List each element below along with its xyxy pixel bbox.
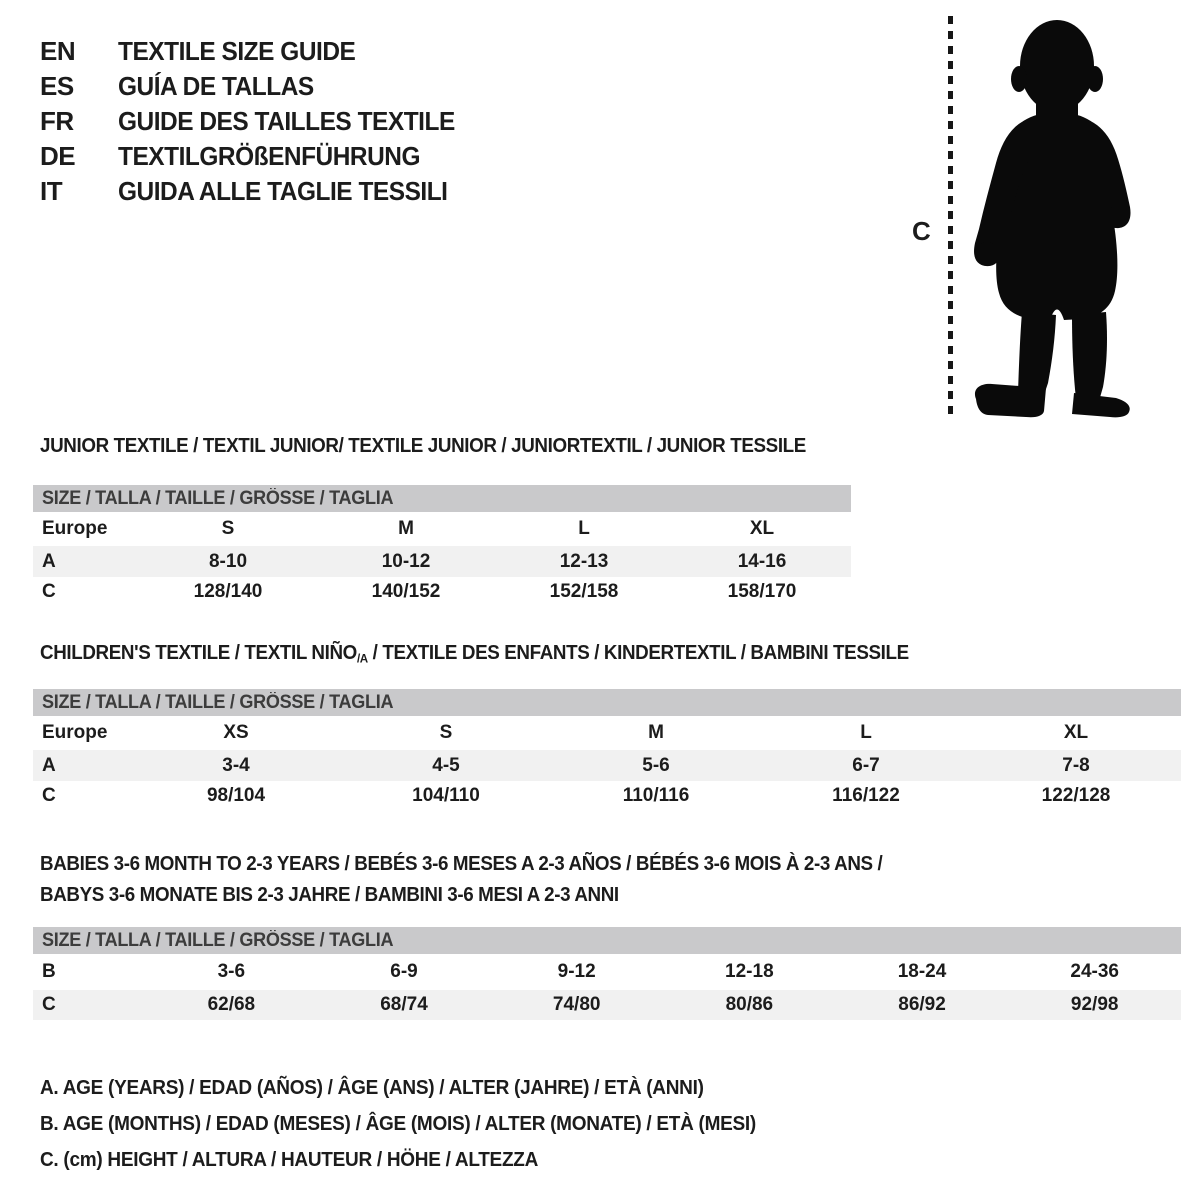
row-label: B [42, 961, 56, 982]
size-table-header-text: SIZE / TALLA / TAILLE / GRÖSSE / TAGLIA [42, 488, 394, 509]
language-code: FR [40, 106, 74, 136]
junior-section-heading: JUNIOR TEXTILE / TEXTIL JUNIOR/ TEXTILE JUNIOR / JUNIORTEXTIL / JUNIOR TESSILE [40, 435, 806, 457]
row-label: Europe [42, 518, 108, 539]
language-title: GUÍA DE TALLAS [118, 71, 314, 101]
row-label: C [42, 581, 56, 602]
babies-heading-line1: BABIES 3-6 MONTH TO 2-3 YEARS / BEBÉS 3-6 MESES A 2-3 AÑOS / BÉBÉS 3-6 MOIS À 2-3 ANS / [40, 853, 883, 875]
babies-size-table [33, 927, 1181, 1020]
age-cell: 3-4 [222, 755, 250, 776]
table-row-age-years [33, 546, 851, 577]
age-cell: 18-24 [897, 961, 947, 982]
language-title: TEXTILGRÖßENFÜHRUNG [118, 141, 420, 171]
size-table-header-text: SIZE / TALLA / TAILLE / GRÖSSE / TAGLIA [42, 692, 394, 713]
language-row-de [40, 139, 476, 174]
size-cell: L [578, 518, 590, 539]
children-size-table [33, 689, 1181, 811]
height-cell: 152/158 [549, 581, 619, 602]
toddler-silhouette-image [966, 17, 1138, 419]
height-cell: 104/110 [412, 785, 480, 806]
size-table-header-bar [33, 485, 851, 512]
language-code: IT [40, 176, 63, 206]
babies-heading-line2: BABYS 3-6 MONATE BIS 2-3 JAHRE / BAMBINI 3-6 MESI A 2-3 ANNI [40, 884, 619, 906]
row-label: Europe [42, 722, 108, 743]
size-cell: M [398, 518, 414, 539]
size-cell: XL [1063, 722, 1089, 743]
row-label: C [42, 785, 56, 806]
children-section-heading [40, 641, 909, 670]
children-heading-subscript: /A [356, 651, 368, 666]
age-cell: 3-6 [217, 961, 246, 982]
height-cell: 74/80 [552, 994, 601, 1015]
table-row-height-cm [33, 577, 851, 607]
measurement-legend [40, 1070, 794, 1178]
height-cell: 158/170 [727, 581, 797, 602]
height-cell: 140/152 [371, 581, 441, 602]
age-cell: 6-7 [852, 755, 880, 776]
age-cell: 24-36 [1070, 961, 1119, 982]
age-cell: 9-12 [557, 961, 596, 982]
height-cell: 86/92 [898, 994, 946, 1015]
age-cell: 8-10 [208, 551, 248, 572]
babies-section-heading [40, 849, 999, 911]
age-cell: 6-9 [390, 961, 418, 982]
row-label: A [42, 551, 56, 572]
size-table-header-bar [33, 689, 1181, 716]
language-row-es [40, 69, 476, 104]
height-measure-label-c: C [912, 216, 931, 246]
table-row-europe [33, 716, 1181, 750]
language-title: GUIDE DES TAILLES TEXTILE [118, 106, 455, 136]
table-row-height-cm [33, 781, 1181, 811]
table-row-height-cm [33, 990, 1181, 1020]
height-cell: 92/98 [1070, 994, 1119, 1015]
language-code: DE [40, 141, 76, 171]
height-cell: 116/122 [832, 785, 900, 806]
age-cell: 12-13 [559, 551, 609, 572]
children-heading-text: / TEXTILE DES ENFANTS / KINDERTEXTIL / BAMBINI TESSILE [367, 642, 909, 664]
junior-size-table [33, 485, 851, 607]
legend-line-a: A. AGE (YEARS) / EDAD (AÑOS) / ÂGE (ANS) / ALTER (JAHRE) / ETÀ (ANNI) [40, 1077, 704, 1099]
size-cell: XS [223, 722, 249, 743]
size-table-header-text: SIZE / TALLA / TAILLE / GRÖSSE / TAGLIA [42, 930, 394, 951]
table-row-age-months [33, 954, 1181, 990]
language-title-block [40, 34, 476, 209]
language-code: ES [40, 71, 74, 101]
language-row-fr [40, 104, 476, 139]
language-row-it [40, 174, 476, 209]
size-table-header-bar [33, 927, 1181, 954]
age-cell: 7-8 [1062, 755, 1090, 776]
language-row-en [40, 34, 476, 69]
language-title: TEXTILE SIZE GUIDE [118, 36, 356, 66]
height-cell: 80/86 [725, 994, 774, 1015]
size-cell: L [860, 722, 872, 743]
size-cell: M [648, 722, 664, 743]
size-cell: S [221, 518, 235, 539]
table-row-europe [33, 512, 851, 546]
height-cell: 98/104 [206, 785, 266, 806]
height-cell: 122/128 [1041, 785, 1111, 806]
age-cell: 10-12 [381, 551, 431, 572]
row-label: A [42, 755, 56, 776]
height-cell: 128/140 [193, 581, 263, 602]
age-cell: 12-18 [725, 961, 774, 982]
height-cell: 62/68 [207, 994, 256, 1015]
height-cell: 110/116 [622, 785, 690, 806]
height-cell: 68/74 [380, 994, 428, 1015]
legend-line-b: B. AGE (MONTHS) / EDAD (MESES) / ÂGE (MOIS) / ALTER (MONATE) / ETÀ (MESI) [40, 1113, 756, 1135]
age-cell: 5-6 [642, 755, 670, 776]
language-title: GUIDA ALLE TAGLIE TESSILI [118, 176, 448, 206]
size-cell: XL [749, 518, 775, 539]
row-label: C [42, 994, 56, 1015]
height-measure-dashed-line [948, 16, 953, 418]
age-cell: 14-16 [737, 551, 787, 572]
table-row-age-years [33, 750, 1181, 781]
legend-line-c: C. (cm) HEIGHT / ALTURA / HAUTEUR / HÖHE / ALTEZZA [40, 1149, 539, 1171]
size-cell: S [439, 722, 453, 743]
language-code: EN [40, 36, 76, 66]
children-heading-text: CHILDREN'S TEXTILE / TEXTIL NIÑO [40, 642, 357, 664]
age-cell: 4-5 [432, 755, 460, 776]
